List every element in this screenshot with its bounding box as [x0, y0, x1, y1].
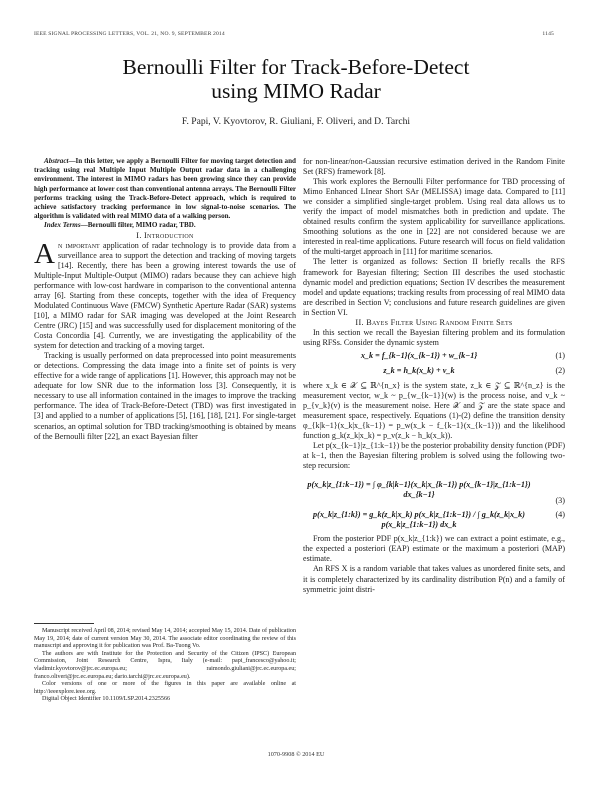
index-terms-text: —Bernoulli filter, MIMO radar, TBD. — [80, 221, 196, 230]
page-number: 1145 — [542, 31, 554, 37]
footnote-doi: Digital Object Identifier 10.1109/LSP.2014.2325566 — [42, 696, 171, 703]
bayes-paragraph-4: From the posterior PDF p(x_k|z_{1:k}) we can extract a point estimate, e.g., the expected a posteriori (EAP) estimate or the maximum a posteriori (MAP) estimate. — [303, 534, 565, 564]
intro-paragraph-1 — [34, 237, 296, 352]
intro-text-1: application of radar technology is to provide data from a surveillance area to support the detection and tracking of moving targets [14]. Recently, there has been a growing interest towards the use of Multiple-Input Multiple-Output (MIMO) radars because they can achieve high performance with low-cost hardware in comparison to the conventional antenna array [6]. Starting from these concepts, together with the idea of Frequency Modulated Continuous Wave (FMCW) Synthetic Aperture Radar (SAR) systems [10], a MIMO radar for SAR imaging was developed at the Joint Research Centre (JRC) [15] and was successfully used for displacement monitoring of the Costa Concordia [4]. Currently, we are investigating the applicability of the system for detection and tracking of a moving target. — [34, 240, 296, 351]
index-terms-label: Index Terms — [44, 221, 81, 230]
paper-title — [0, 55, 592, 103]
footnote-affiliation: The authors are with Institute for the Protection and Security of the Citizen (IPSC) European Commission, Joint Research Centre, Ispra, Italy (e-mail: papi_francesco@yahoo.it; vladimir.kyovtorov@jrc.ec.europa.eu; raimondo.giuliani@jrc.ec.europa.eu; franco.oliveri@jrc.ec.europa.eu; dario.tarchi@jrc.ec.europa.eu). — [34, 650, 296, 680]
footnote-block — [34, 623, 296, 704]
abstract — [34, 157, 296, 221]
running-header: IEEE SIGNAL PROCESSING LETTERS, VOL. 21, NO. 9, SEPTEMBER 2014 — [34, 31, 225, 37]
author-list: F. Papi, V. Kyovtorov, R. Giuliani, F. Oliveri, and D. Tarchi — [181, 116, 411, 127]
right-column — [303, 157, 565, 595]
abstract-text: —In this letter, we apply a Bernoulli Filter for moving target detection and tracking using real Multiple Input Multiple Output radar data in a challenging environment. The interest in MIMO radars has been growing since they can provide high performance at lower cost than conventional antenna arrays. The Bernoulli Filter performs tracking using the Track-Before-Detect approach, which is required to achieve satisfactory tracking performance in low signal-to-noise scenarios. The algorithm is validated with real MIMO data of a walking person. — [34, 157, 296, 221]
intro-paragraph-2: Tracking is usually performed on data preprocessed into point measurements or detections. Compressing the data image into a finite set of points is very effective for a wide range of applications [1]. However, this approach may not be adequate for low SNR due to the information loss [3]. Consequently, it is necessary to use all information contained in the images to improve the tracking performance. The idea of Track-Before-Detect (TBD) was first investigated in [3] and applied to a number of applications [5], [16], [18], [21]. For single-target scenarios, an optimal solution for TBD tracking/smoothing is obtained by means of the Bernoulli filter [22], an exact Bayesian filter — [34, 351, 296, 441]
drop-cap-rest: n important — [57, 240, 100, 250]
equation-4: p(x_k|z_{1:k}) = g_k(z_k|x_k) p(x_k|z_{1:k−1}) / ∫ g_k(z_k|x_k) p(x_k|z_{1:k−1}) dx_k (4) — [313, 510, 565, 530]
footnote-rule — [34, 623, 94, 624]
bayes-paragraph-1: In this section we recall the Bayesian filtering problem and its formulation using RFSs. Consider the dynamic system — [303, 327, 565, 347]
bayes-paragraph-3: Let p(x_{k−1}|z_{1:k−1}) be the posterior probability density function (PDF) at k−1, then the Bayesian filtering problem is solved using the following two-step recursion: — [303, 441, 565, 471]
bayes-paragraph-2: where x_k ∈ 𝒳 ⊆ ℝ^{n_x} is the system state, z_k ∈ 𝒵 ⊆ ℝ^{n_z} is the measurement vector, w_k ~ p_{w_{k−1}}(w) is the process noise, and v_k ~ p_{v_k}(v) is the measurement noise. Here 𝒳 and 𝒵 are the state space and measurement space, respectively. Equations (1)-(2) define the transition density φ_{k|k−1}(x_k|x_{k−1}) = p_w(x_k − f_{k−1}(x_{k−1})) and the likelihood function g_k(z_k|x_k) = p_v(z_k − h_k(x_k)). — [303, 380, 565, 441]
bayes-paragraph-5: An RFS X is a random variable that takes values as unordered finite sets, and it is completely characterized by its cardinality distribution P(n) and a family of symmetric joint distri- — [303, 564, 565, 594]
equation-2: z_k = h_k(x_k) + v_k (2) — [383, 365, 565, 375]
drop-cap: A — [34, 237, 55, 270]
index-terms — [34, 221, 296, 230]
right-paragraph-1: This work explores the Bernoulli Filter performance for TBD processing of Mimo Enhanced LInear Short SAr (MELISSA) image data. Compared to [11] we consider a simplified single-target problem. Using real data allows us to verify the impact of model mismatches both in prediction and update. The obtained results confirm the system applicability for surveillance applications. Smoothing solutions as the one in [22] are not considered because we are interested in real-time applications. Future research will focus on field validation of the multi-target approach in [11] for maritime scenarios. — [303, 177, 565, 257]
section-heading-bayes: II. Bayes Filter Using Random Finite Sets — [355, 317, 513, 327]
right-paragraph-2: The letter is organized as follows: Section II briefly recalls the RFS framework for Bayesian filtering; Section III describes the used stochastic dynamic model and prediction equations; Section IV describes the measurement model and update equations; tracking results from processing of real MIMO data are described in Section V; conclusions and future research guidelines are given in Section VI. — [303, 257, 565, 317]
right-paragraph-0: for non-linear/non-Gaussian recursive estimation derived in the Random Finite Set (RFS) framework [8]. — [303, 157, 565, 177]
title-line-2: using MIMO Radar — [211, 79, 381, 103]
section-heading-introduction: I. Introduction — [136, 230, 194, 240]
left-column — [34, 157, 296, 442]
abstract-label: Abstract — [44, 157, 69, 165]
equation-3: p(x_k|z_{1:k−1}) = ∫ φ_{k|k−1}(x_k|x_{k−1}) p(x_{k−1}|z_{1:k−1}) dx_{k−1} (3) — [307, 480, 565, 506]
equation-1: x_k = f_{k−1}(x_{k−1}) + w_{k−1} (1) — [360, 350, 565, 360]
footnote-color: Color versions of one or more of the figures in this paper are available online at http://ieeexplore.ieee.org. — [34, 681, 296, 695]
footnote-manuscript: Manuscript received April 08, 2014; revised May 14, 2014; accepted May 15, 2014. Date of publication May 19, 2014; date of current version May 30, 2014. The associate editor coordinating the review of this manuscript and approving it for publication was Prof. Ba-Tuong Vo. — [34, 628, 296, 650]
title-line-1: Bernoulli Filter for Track-Before-Detect — [122, 55, 470, 79]
copyright-footer: 1070-9908 © 2014 EU — [267, 751, 325, 758]
